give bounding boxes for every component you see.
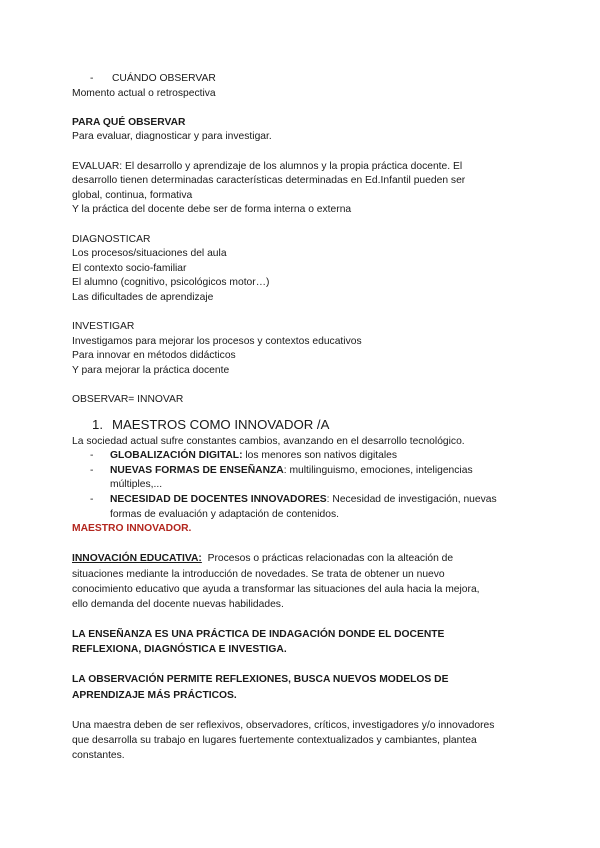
- statement-ensenanza: LA ENSEÑANZA ES UNA PRÁCTICA DE INDAGACIÓN DONDE EL DOCENTE REFLEXIONA, DIAGNÓSTICA E INVESTIGA.: [72, 628, 445, 656]
- innovation-bullet-list: [72, 449, 530, 522]
- list-item-nuevas-formas: - NUEVAS FORMAS DE ENSEÑANZA: multilinguismo, emociones, inteligencias múltiples,...: [90, 464, 473, 491]
- list-item: El alumno (cognitivo, psicológicos motor…): [72, 277, 270, 289]
- list-item: Investigamos para mejorar los procesos y contextos educativos: [72, 335, 362, 347]
- bullet-dash: -: [90, 73, 94, 84]
- maestro-innovador-highlight: MAESTRO INNOVADOR.: [72, 523, 192, 535]
- section-heading-maestros: 1. MAESTROS COMO INNOVADOR /A: [92, 416, 330, 432]
- section-investigar: [72, 320, 530, 378]
- paragraph-para-que: Para evaluar, diagnosticar y para investigar.: [72, 131, 272, 143]
- list-item-globalizacion: - GLOBALIZACIÓN DIGITAL: los menores son nativos digitales: [90, 450, 398, 462]
- heading-investigar: INVESTIGAR: [72, 321, 135, 333]
- paragraph-closing: Una maestra deben de ser reflexivos, observadores, críticos, investigadores y/o innovadores que desarrolla su trabajo en lugares fuertemente contextualizados y cambiantes, plantea constantes.: [72, 719, 495, 762]
- paragraph-momento: Momento actual o retrospectiva: [72, 87, 216, 99]
- document-page: [72, 72, 530, 763]
- observar-innovar: OBSERVAR= INNOVAR: [72, 394, 184, 406]
- list-item: Para innovar en métodos didácticos: [72, 350, 236, 362]
- heading-para-que: PARA QUÉ OBSERVAR: [72, 116, 186, 128]
- list-item-necesidad: - NECESIDAD DE DOCENTES INNOVADORES: Necesidad de investigación, nuevas formas de evaluación y adaptación de contenidos.: [90, 494, 497, 520]
- list-item: Y para mejorar la práctica docente: [72, 364, 230, 376]
- heading-diagnosticar: DIAGNOSTICAR: [72, 233, 151, 245]
- section-intro: La sociedad actual sufre constantes cambios, avanzando en el desarrollo tecnológico.: [72, 435, 465, 447]
- paragraph-innovacion: INNOVACIÓN EDUCATIVA: Procesos o prácticas relacionadas con la alteación de situaciones mediante la introducción de novedades. Se trata de obtener un nuevo conocimiento educativo que ayuda a transformar las situaciones del aula hacia la mejora, ello demanda del docente nuevas habilidades.: [72, 553, 480, 611]
- statement-observacion: LA OBSERVACIÓN PERMITE REFLEXIONES, BUSCA NUEVOS MODELOS DE APRENDIZAJE MÁS PRÁCTICOS.: [72, 674, 449, 701]
- innovacion-label: INNOVACIÓN EDUCATIVA:: [72, 553, 202, 565]
- list-item: El contexto socio-familiar: [72, 262, 187, 274]
- paragraph-evaluar: EVALUAR: El desarrollo y aprendizaje de los alumnos y la propia práctica docente. El desarrollo tienen determinadas características determinadas en Ed.Infantil pueden ser global, continua, formativa Y la práctica del docente debe ser de forma interna o externa: [72, 160, 466, 216]
- list-item-cuando-observar: - CUÁNDO OBSERVAR: [72, 72, 530, 87]
- list-item: Las dificultades de aprendizaje: [72, 291, 214, 303]
- list-item: Los procesos/situaciones del aula: [72, 248, 227, 260]
- section-diagnosticar: [72, 233, 530, 306]
